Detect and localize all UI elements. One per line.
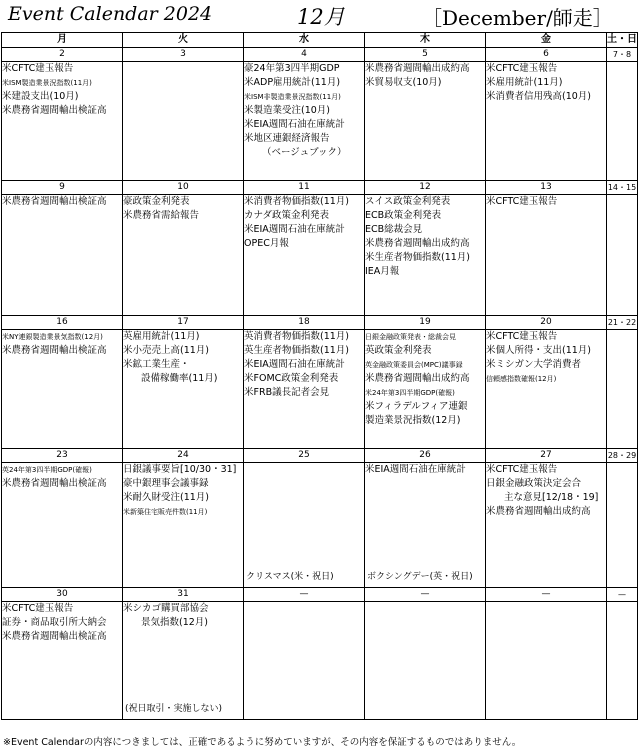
day-cell (486, 463, 607, 588)
weekday-header-row (2, 33, 638, 48)
day-cell (2, 602, 123, 720)
event-item: 米EIA週間石油在庫統計 (244, 119, 345, 130)
day-number: 11 (244, 181, 365, 195)
day-cell (2, 330, 123, 449)
day-number: 20 (486, 316, 607, 330)
day-cell (486, 195, 607, 316)
calendar-title: Event Calendar 2024 (8, 3, 213, 25)
event-item: 米フィラデルフィア連銀 (365, 401, 468, 412)
day-number: 19 (365, 316, 486, 330)
event-item: 米農務省週間輸出検証高 (2, 478, 107, 489)
day-cell (244, 330, 365, 449)
event-item: 米ミシガン大学消費者 (486, 359, 582, 370)
event-item: 米CFTC建玉報告 (486, 331, 558, 342)
events-row (2, 195, 638, 316)
event-item: 日銀金融政策決定会合 (486, 478, 582, 489)
events-row (2, 463, 638, 588)
month-label: 12月 (297, 5, 345, 29)
day-number: 27 (486, 449, 607, 463)
weekday-header: 土・日 (607, 33, 638, 48)
day-cell (365, 602, 486, 720)
event-item: 米シカゴ購買部協会 (123, 603, 209, 614)
event-item: 米農務省週間輸出検証高 (2, 196, 107, 207)
event-item: 米農務省週間輸出成約高 (365, 63, 470, 74)
day-number: 10 (123, 181, 244, 195)
day-cell (365, 463, 486, 588)
day-number: 31 (123, 588, 244, 602)
weekend-date: 14・15 (607, 181, 638, 195)
holiday-note: (祝日取引・実施しない) (125, 704, 223, 714)
day-cell (123, 463, 244, 588)
event-item: 米CFTC建玉報告 (486, 196, 558, 207)
day-cell (486, 602, 607, 720)
calendar-grid (1, 32, 638, 720)
event-item: 米耐久財受注(11月) (123, 492, 210, 503)
date-row (2, 588, 638, 602)
weekday-header: 金 (486, 33, 607, 48)
day-cell (244, 463, 365, 588)
event-item: 米農務省週間輸出成約高 (365, 238, 470, 249)
event-item: 証券・商品取引所大納会 (2, 617, 107, 628)
weekend-cell (607, 463, 638, 588)
events-row (2, 602, 638, 720)
weekend-date: 21・22 (607, 316, 638, 330)
day-number: 17 (123, 316, 244, 330)
events-row (2, 62, 638, 181)
event-item: 豪24年第3四半期GDP (244, 63, 340, 74)
event-item: 米生産者物価指数(11月) (365, 252, 471, 263)
event-item: 豪政策金利発表 (123, 196, 190, 207)
day-number: — (365, 588, 486, 602)
event-item: 米FRB議長記者会見 (244, 387, 330, 398)
event-item: 米小売売上高(11月) (123, 345, 210, 356)
event-item: 米NY連銀製造業景気指数(12月) (2, 333, 103, 341)
day-number: 5 (365, 48, 486, 62)
day-number: 9 (2, 181, 123, 195)
event-item: スイス政策金利発表 (365, 196, 451, 207)
event-item: 英消費者物価指数(11月) (244, 331, 350, 342)
month-label-jp: ［December/師走］ (422, 6, 613, 30)
event-item: 豪中銀理事会議事録 (123, 478, 209, 489)
event-item: 英金融政策委員会(MPC)議事録 (365, 361, 463, 369)
event-item: 米消費者物価指数(11月) (244, 196, 350, 207)
day-cell (486, 330, 607, 449)
day-cell (486, 62, 607, 181)
date-row (2, 48, 638, 62)
day-cell (365, 62, 486, 181)
weekend-date: 7・8 (607, 48, 638, 62)
date-row (2, 449, 638, 463)
day-number: 26 (365, 449, 486, 463)
event-item: 英政策金利発表 (365, 345, 432, 356)
day-cell (2, 463, 123, 588)
event-item: 英24年第3四半期GDP(確報) (2, 466, 92, 474)
event-item: 米CFTC建玉報告 (2, 603, 74, 614)
weekday-header: 火 (123, 33, 244, 48)
event-item: 米農務省週間輸出検証高 (2, 345, 107, 356)
day-cell (2, 62, 123, 181)
day-cell (123, 602, 244, 720)
event-item: 米24年第3四半期GDP(確報) (365, 389, 455, 397)
weekday-header: 水 (244, 33, 365, 48)
day-number: 6 (486, 48, 607, 62)
event-item: 景気指数(12月) (141, 617, 209, 628)
day-number: — (244, 588, 365, 602)
day-number: 12 (365, 181, 486, 195)
event-item: 米農務省需給報告 (123, 210, 200, 221)
day-number: 24 (123, 449, 244, 463)
weekend-cell (607, 602, 638, 720)
day-number: 30 (2, 588, 123, 602)
weekday-header: 木 (365, 33, 486, 48)
day-number: 2 (2, 48, 123, 62)
day-number: 23 (2, 449, 123, 463)
day-number: 3 (123, 48, 244, 62)
event-item: 米ADP雇用統計(11月) (244, 77, 341, 88)
event-item: 米EIA週間石油在庫統計 (244, 359, 345, 370)
event-item: 米CFTC建玉報告 (2, 63, 74, 74)
event-item: 米農務省週間輸出成約高 (486, 506, 591, 517)
day-cell (2, 195, 123, 316)
event-item: 米消費者信用残高(10月) (486, 91, 592, 102)
day-cell (123, 195, 244, 316)
event-item: 米ISM非製造業景況指数(11月) (244, 93, 341, 101)
day-number: 13 (486, 181, 607, 195)
weekend-date: 28・29 (607, 449, 638, 463)
date-row (2, 316, 638, 330)
day-number: 25 (244, 449, 365, 463)
event-item: 信頼感指数確報(12月) (486, 375, 557, 383)
calendar-header (0, 0, 638, 32)
weekend-cell (607, 62, 638, 181)
day-cell (365, 330, 486, 449)
holiday-note: ボクシングデー(英・祝日) (367, 572, 473, 582)
event-item: ECB政策金利発表 (365, 210, 442, 221)
event-item: 日銀金融政策発表・総裁会見 (365, 333, 456, 341)
weekend-cell (607, 195, 638, 316)
event-item: 米地区連銀経済報告 (244, 133, 330, 144)
event-item: 米EIA週間石油在庫統計 (244, 224, 345, 235)
event-item: 日銀議事要旨[10/30・31] (123, 464, 237, 475)
event-item: 主な意見[12/18・19] (504, 492, 599, 503)
event-item: 米鉱工業生産・ (123, 359, 190, 370)
event-item: 製造業景況指数(12月) (365, 415, 461, 426)
day-cell (123, 330, 244, 449)
day-cell (244, 195, 365, 316)
event-item: 米新築住宅販売件数(11月) (123, 508, 208, 516)
day-cell (244, 602, 365, 720)
event-item: 英生産者物価指数(11月) (244, 345, 350, 356)
event-item: 英雇用統計(11月) (123, 331, 200, 342)
day-number: 16 (2, 316, 123, 330)
event-item: 米農務省週間輸出検証高 (2, 105, 107, 116)
event-item: 設備稼働率(11月) (141, 373, 218, 384)
event-item: ECB総裁会見 (365, 224, 423, 235)
holiday-note: クリスマス(米・祝日) (246, 572, 334, 582)
event-item: 米雇用統計(11月) (486, 77, 563, 88)
disclaimer: ※Event Calendarの内容につきましては、正確であるように努めていますが、その内容を保証するものではありません。 (3, 737, 522, 748)
event-item: カナダ政策金利発表 (244, 210, 330, 221)
weekday-header: 月 (2, 33, 123, 48)
day-cell (123, 62, 244, 181)
event-item: 米農務省週間輸出検証高 (2, 631, 107, 642)
day-cell (365, 195, 486, 316)
event-item: 米個人所得・支出(11月) (486, 345, 592, 356)
event-item: 米CFTC建玉報告 (486, 63, 558, 74)
weekend-cell (607, 330, 638, 449)
event-item: 米CFTC建玉報告 (486, 464, 558, 475)
event-item: 米建設支出(10月) (2, 91, 79, 102)
event-item: IEA月報 (365, 266, 400, 277)
day-number: — (486, 588, 607, 602)
event-item: 米農務省週間輸出成約高 (365, 373, 470, 384)
day-cell (244, 62, 365, 181)
events-row (2, 330, 638, 449)
event-item: （ベージュブック） (262, 147, 347, 158)
event-item: 米製造業受注(10月) (244, 105, 331, 116)
event-item: 米EIA週間石油在庫統計 (365, 464, 466, 475)
event-item: OPEC月報 (244, 238, 289, 249)
event-item: 米ISM製造業景況指数(11月) (2, 79, 92, 87)
day-number: 4 (244, 48, 365, 62)
event-item: 米貿易収支(10月) (365, 77, 442, 88)
day-number: 18 (244, 316, 365, 330)
event-item: 米FOMC政策金利発表 (244, 373, 339, 384)
date-row (2, 181, 638, 195)
weekend-date: — (607, 588, 638, 602)
